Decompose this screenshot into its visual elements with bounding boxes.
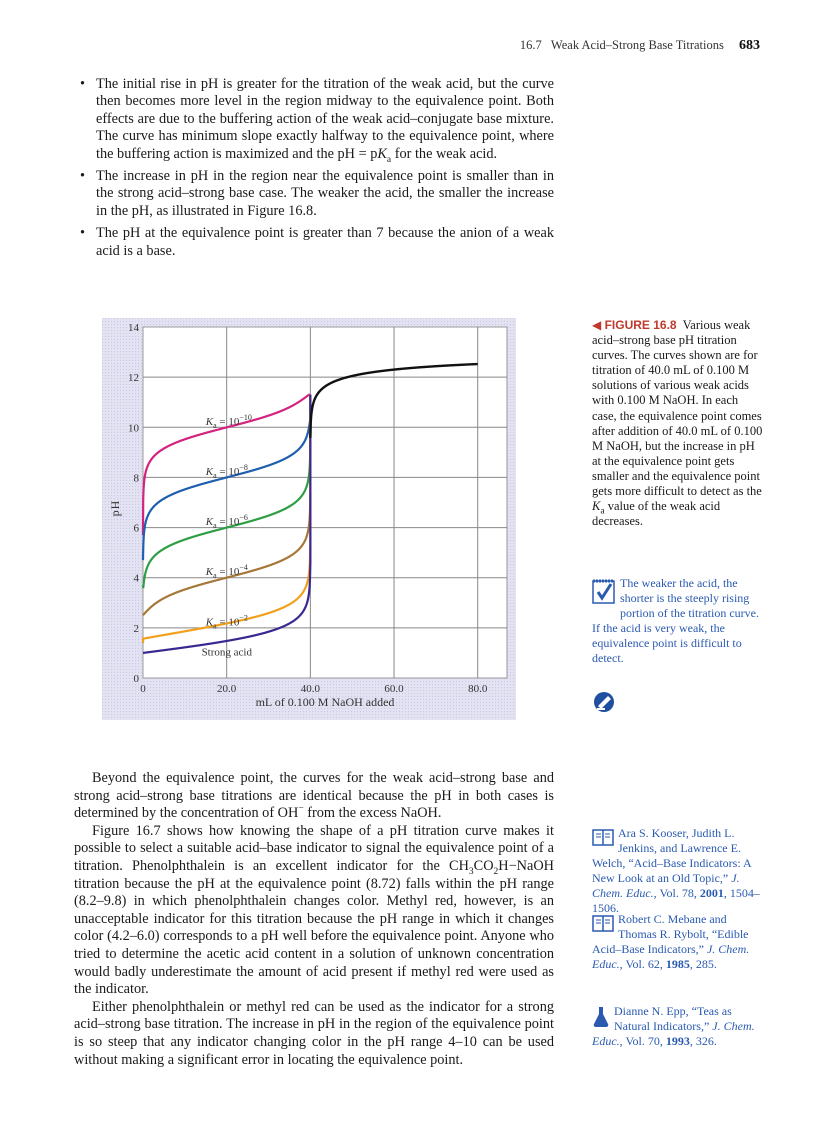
p2-sub-1: 3	[468, 866, 474, 877]
caption-label	[592, 318, 677, 332]
ref-authors: Ara S. Kooser, Judith L. Jenkins, and Lawrence E. Welch, “Acid–Base Indicators: A New Look at an Old Topic,”	[592, 826, 751, 885]
bullet-text: The initial rise in pH is greater for the titration of the weak acid, but the curve then becomes more level in the region midway to the equivalence point. Both effects are due to the buffering action of the weak acid–conjugate base mixture. The curve has minimum slope exactly halfway to the equivalence point, where the buffering action is maximized and the pH = p	[96, 76, 554, 162]
bullet-item	[78, 76, 554, 163]
ref-vol: , Vol. 78,	[653, 886, 700, 900]
p2-text: Figure 16.7 shows how knowing the shape of a pH titration curve makes it possible to select a suitable acid–base indicator to signal the equivalence point of a titration. Phenolphthalein is an excellent indicator for the CH	[74, 822, 554, 874]
y-tick-label: 8	[133, 472, 139, 485]
x-tick-label: 80.0	[468, 683, 488, 695]
ka-subscript: a	[600, 506, 605, 517]
ref-authors: Dianne N. Epp, “Teas as Natural Indicators,”	[614, 1004, 732, 1033]
paragraph-3: Either phenolphthalein or methyl red can be used as the indicator for a strong acid–strong base titration. The increase in pH in the region of the equivalence point is so steep that any indicator changing color in the pH range 4–10 can be used without making a significant error in locating the equivalence point.	[74, 998, 554, 1068]
paragraph-1	[74, 770, 554, 823]
paragraph-2	[74, 823, 554, 999]
ref-pages: , 326.	[689, 1034, 717, 1048]
y-tick-label: 4	[133, 572, 139, 585]
margin-note-check	[592, 576, 764, 666]
checklist-icon	[592, 578, 616, 608]
ka-symbol: K	[592, 499, 601, 514]
y-tick-label: 0	[133, 673, 139, 685]
ref-year: 1993	[665, 1034, 690, 1048]
y-tick-label: 2	[133, 622, 139, 635]
ref-journal: J. Chem. Educ.	[592, 871, 740, 900]
bullet-dot: •	[80, 225, 86, 242]
bullet-dot: •	[80, 76, 86, 92]
oh-superscript: −	[298, 804, 304, 815]
figure-16-8-chart	[102, 318, 516, 720]
reference-2	[592, 912, 764, 972]
pencil-icon	[592, 690, 616, 719]
y-tick-label: 12	[128, 372, 139, 385]
bullet-item	[78, 225, 554, 260]
p2-sub-2: 2	[493, 866, 499, 877]
ref-pages: , 285.	[689, 957, 717, 971]
section-title: Weak Acid–Strong Base Titrations	[550, 38, 724, 52]
ref-authors: Robert C. Mebane and Thomas R. Rybolt, “Edible Acid–Base Indicators,”	[592, 912, 749, 956]
ref-journal: J. Chem. Educ.	[592, 1019, 755, 1048]
reference-1	[592, 826, 764, 916]
bullet-list	[78, 76, 554, 265]
p2-text-end: H−NaOH titration because the pH at the equivalence point (8.72) falls within the pH range (8.2–9.8) in which phenolphthalein changes color. Methyl red, however, is an unacceptable indicator for this titration because the pH range in which it changes color (4.2–6.0) corresponds to a pH well before the equivalence point. Anyone who tried to determine the acetic acid content in a solution of unknown concentration would badly underestimate the amount of acid present if methyl red were used as the indicator.	[74, 857, 554, 998]
figure-caption	[592, 318, 764, 529]
bullet-text: The increase in pH in the region near the equivalence point is smaller than in the strong acid–strong base case. The weaker the acid, the smaller the increase in the pH, as illustrated in Figure 16.8.	[96, 168, 554, 219]
curve-label: $K_a = 10^{-2}$	[205, 613, 248, 631]
ref-pages: , 1504–1506.	[592, 886, 760, 915]
x-tick-label: 20.0	[217, 683, 237, 695]
p1-text: Beyond the equivalence point, the curves for the weak acid–strong base and strong acid–strong base titrations are identical because the pH in both cases is determined by the concentration of OH	[74, 770, 554, 822]
curve-label: $K_a = 10^{-8}$	[205, 462, 248, 480]
x-axis-label: mL of 0.100 M NaOH added	[255, 695, 395, 709]
p2-text-mid: CO	[473, 857, 494, 874]
caption-label-text: FIGURE 16.8	[604, 318, 677, 332]
bullet-text-end: for the weak acid.	[391, 145, 498, 162]
ka-symbol: K	[377, 145, 387, 162]
x-tick-label: 60.0	[384, 683, 404, 695]
ref-vol: , Vol. 62,	[619, 957, 666, 971]
ref-year: 1985	[665, 957, 690, 971]
ka-subscript: a	[386, 154, 392, 165]
book-icon	[592, 914, 614, 936]
check-note-text: The weaker the acid, the shorter is the steeply rising portion of the titration curve. If the acid is very weak, the equivalence point is difficult to detect.	[592, 576, 759, 665]
curve-label: $K_a = 10^{-6}$	[205, 513, 248, 531]
flask-icon	[592, 1006, 610, 1032]
book-icon	[592, 828, 614, 850]
x-tick-label: 0	[140, 683, 146, 695]
running-header	[520, 38, 760, 54]
y-axis-label: pH	[108, 499, 122, 517]
y-tick-label: 10	[128, 422, 139, 435]
section-number: 16.7	[519, 38, 542, 52]
reference-3	[592, 1004, 764, 1049]
plot-area	[143, 327, 507, 678]
bullet-dot: •	[80, 168, 86, 185]
x-tick-label: 40.0	[300, 683, 320, 695]
y-tick-label: 6	[133, 522, 139, 535]
p1-text-end: from the excess NaOH.	[303, 805, 442, 822]
y-tick-label: 14	[128, 322, 139, 334]
left-arrow-icon: ◀	[592, 318, 602, 332]
page-number: 683	[739, 38, 760, 53]
ref-vol: , Vol. 70,	[619, 1034, 666, 1048]
caption-text-end: value of the weak acid decreases.	[592, 499, 721, 529]
caption-text: Various weak acid–strong base pH titration curves. The curves shown are for titration of 40.0 mL of 0.100 M solutions of various weak acids with 0.100 M NaOH. In each case, the equivalence point comes after addition of 40.0 mL of 0.100 M NaOH, but the increase in pH at the equivalence point gets smaller and the equivalence point gets more difficult to detect as the	[592, 318, 763, 499]
bullet-item	[78, 168, 554, 220]
bullet-text: The pH at the equivalence point is greater than 7 because the anion of a weak acid is a base.	[96, 225, 554, 259]
ref-year: 2001	[699, 886, 724, 900]
titration-chart-svg	[102, 318, 516, 720]
curve-label: $K_a = 10^{-10}$	[205, 412, 252, 430]
ref-journal: J. Chem. Educ.	[592, 942, 750, 971]
curve-label: Strong acid	[201, 646, 252, 659]
curve-label: $K_a = 10^{-4}$	[205, 563, 248, 581]
body-text	[74, 770, 554, 1069]
